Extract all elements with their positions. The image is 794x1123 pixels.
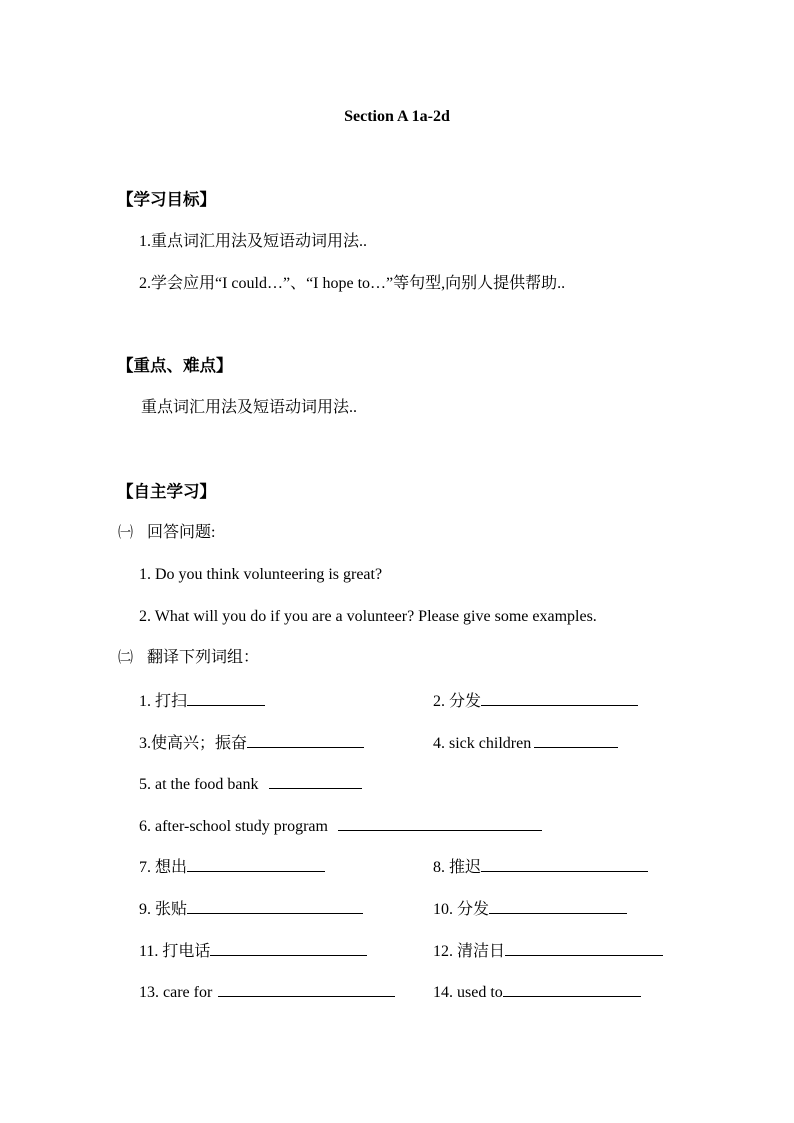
translation-item-5: 5. at the food bank <box>139 773 362 795</box>
self-study-heading: 【自主学习】 <box>117 482 216 501</box>
translation-item-2: 2. 分发 <box>433 690 638 712</box>
answer-blank-3[interactable] <box>247 732 364 748</box>
answer-blank-7[interactable] <box>187 856 325 872</box>
part1-heading <box>118 523 215 543</box>
key-points-text: 重点词汇用法及短语动词用法.. <box>141 399 358 416</box>
part2-title: 翻译下列词组： <box>147 649 260 666</box>
translation-item-10: 10. 分发 <box>433 898 627 920</box>
translation-item-3: 3.使高兴；振奋 <box>139 732 364 754</box>
part2-label: ㈡ <box>118 650 134 666</box>
answer-blank-5[interactable] <box>269 773 362 789</box>
answer-blank-8[interactable] <box>481 856 648 872</box>
answer-blank-2[interactable] <box>481 690 638 706</box>
page-title: Section A 1a-2d <box>344 108 450 125</box>
part1-label: ㈠ <box>118 525 134 541</box>
translation-item-8: 8. 推迟 <box>433 856 648 878</box>
answer-blank-14[interactable] <box>503 981 641 997</box>
answer-blank-4[interactable] <box>534 732 618 748</box>
key-points-heading: 【重点、难点】 <box>117 356 233 375</box>
translation-item-13: 13. care for <box>139 981 395 1003</box>
answer-blank-13[interactable] <box>218 981 395 997</box>
translation-item-1: 1. 打扫 <box>139 690 265 712</box>
part2-heading <box>118 648 259 668</box>
translation-item-4: 4. sick children <box>433 732 618 754</box>
translation-item-11: 11. 打电话 <box>139 940 367 962</box>
answer-blank-11[interactable] <box>210 940 367 956</box>
question-2: 2. What will you do if you are a volunteer? Please give some examples. <box>139 608 597 625</box>
part1-title: 回答问题: <box>147 524 216 541</box>
answer-blank-9[interactable] <box>187 898 363 914</box>
answer-blank-10[interactable] <box>489 898 627 914</box>
translation-item-6: 6. after-school study program <box>139 815 542 837</box>
objective-item-1: 1.重点词汇用法及短语动词用法.. <box>139 233 368 250</box>
translation-item-12: 12. 清洁日 <box>433 940 663 962</box>
answer-blank-6[interactable] <box>338 815 542 831</box>
answer-blank-12[interactable] <box>505 940 663 956</box>
translation-item-14: 14. used to <box>433 981 641 1003</box>
question-1: 1. Do you think volunteering is great? <box>139 566 383 583</box>
objectives-heading: 【学习目标】 <box>117 190 216 209</box>
translation-item-9: 9. 张贴 <box>139 898 363 920</box>
translation-item-7: 7. 想出 <box>139 856 325 878</box>
objective-item-2: 2.学会应用“I could…”、“I hope to…”等句型,向别人提供帮助.. <box>139 275 566 292</box>
answer-blank-1[interactable] <box>187 690 265 706</box>
